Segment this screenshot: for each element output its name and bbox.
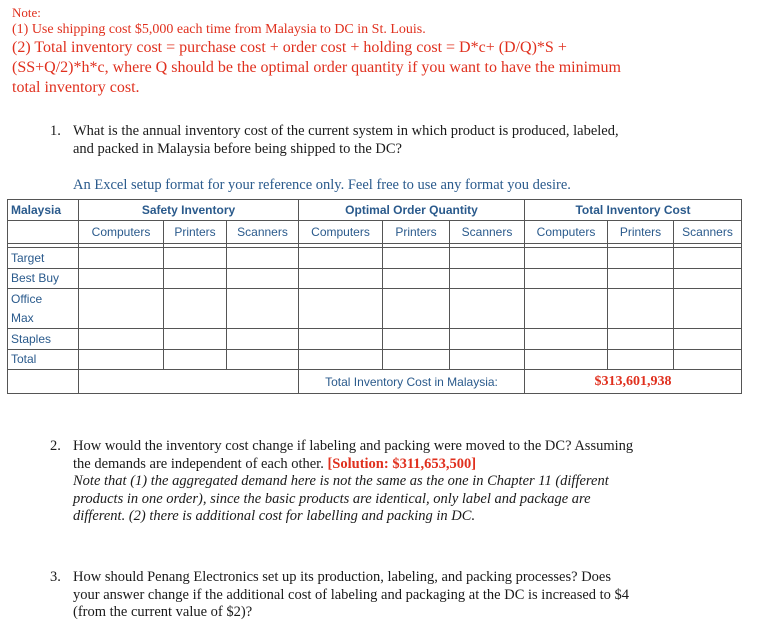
table-cell <box>674 329 742 350</box>
inventory-table <box>7 199 742 394</box>
table-cell <box>450 349 525 370</box>
question-3-line-3: (from the current value of $2)? <box>73 604 253 620</box>
question-3-number: 3. <box>50 569 61 585</box>
table-cell <box>674 268 742 289</box>
question-2-line-5: different. (2) there is additional cost for labelling and packing in DC. <box>73 508 476 524</box>
corner-header: Malaysia <box>8 200 79 221</box>
table-cell <box>608 248 674 269</box>
table-cell <box>227 268 299 289</box>
table-cell <box>227 248 299 269</box>
table-cell <box>525 349 608 370</box>
subheader-cell: Printers <box>608 221 674 244</box>
table-cell <box>79 289 164 329</box>
table-cell <box>227 349 299 370</box>
group-header-optimal: Optimal Order Quantity <box>299 200 525 221</box>
subheader-cell: Computers <box>525 221 608 244</box>
table-cell <box>164 349 227 370</box>
table-cell <box>79 370 299 394</box>
note-title: Note: <box>12 5 41 20</box>
question-1-line-1: What is the annual inventory cost of the current system in which product is produced, labeled, <box>73 123 619 139</box>
table-cell <box>383 349 450 370</box>
table-cell <box>383 268 450 289</box>
question-1-number: 1. <box>50 123 61 139</box>
question-2-line-3: Note that (1) the aggregated demand here is not the same as the one in Chapter 11 (different <box>73 473 609 489</box>
table-cell <box>79 329 164 350</box>
row-label-office: Office <box>8 289 79 309</box>
table-cell <box>227 289 299 329</box>
table-cell <box>608 329 674 350</box>
table-cell <box>299 289 383 329</box>
question-2 <box>50 438 740 526</box>
table-cell <box>525 248 608 269</box>
table-cell <box>525 268 608 289</box>
table-cell <box>525 329 608 350</box>
table-cell <box>299 349 383 370</box>
table-cell <box>79 248 164 269</box>
table-cell <box>299 248 383 269</box>
subheader-cell: Scanners <box>674 221 742 244</box>
table-row <box>8 268 742 289</box>
table-cell <box>450 289 525 329</box>
question-2-line-2-text: the demands are independent of each other. <box>73 455 324 472</box>
question-1-line-2: and packed in Malaysia before being shipped to the DC? <box>73 140 402 157</box>
table-cell <box>8 370 79 394</box>
total-cost-value: $313,601,938 <box>525 370 742 394</box>
row-label-target: Target <box>8 248 79 269</box>
subheader-cell: Scanners <box>450 221 525 244</box>
excel-format-note: An Excel setup format for your reference only. Feel free to use any format you desire. <box>73 177 571 193</box>
table-cell <box>383 329 450 350</box>
table-row <box>8 248 742 269</box>
row-label-staples: Staples <box>8 329 79 350</box>
table-cell <box>608 349 674 370</box>
total-cost-label: Total Inventory Cost in Malaysia: <box>299 370 525 394</box>
table-cell <box>674 248 742 269</box>
row-label-best-buy: Best Buy <box>8 268 79 289</box>
note-block <box>12 4 752 98</box>
table-cell <box>525 289 608 329</box>
table-cell <box>674 289 742 329</box>
subheader-cell: Printers <box>164 221 227 244</box>
table-cell <box>299 329 383 350</box>
table-cell <box>674 349 742 370</box>
table-cell <box>383 248 450 269</box>
subheader-cell: Computers <box>79 221 164 244</box>
table-row <box>8 329 742 350</box>
question-1 <box>50 123 740 158</box>
table-row <box>8 289 742 309</box>
table-cell <box>79 268 164 289</box>
question-3-line-2: your answer change if the additional cost of labeling and packaging at the DC is increased to $4 <box>73 586 630 603</box>
subheader-cell: Printers <box>383 221 450 244</box>
table-cell <box>450 329 525 350</box>
table-cell <box>164 329 227 350</box>
table-cell <box>299 268 383 289</box>
table-cell <box>227 329 299 350</box>
row-label-max: Max <box>8 309 79 329</box>
table-cell <box>164 248 227 269</box>
note-line-1: (1) Use shipping cost $5,000 each time from Malaysia to DC in St. Louis. <box>12 22 426 37</box>
table-row <box>8 349 742 370</box>
row-label-total: Total <box>8 349 79 370</box>
question-2-line-4: products in one order), since the basic products are identical, only label and package are <box>73 490 591 507</box>
note-line-4: total inventory cost. <box>12 79 140 96</box>
question-3-line-1: How should Penang Electronics set up its production, labeling, and packing processes? Does <box>73 569 611 585</box>
table-cell <box>450 248 525 269</box>
question-3 <box>50 569 740 622</box>
table-cell <box>450 268 525 289</box>
table-header-row <box>8 200 742 221</box>
question-2-number: 2. <box>50 438 61 454</box>
table-cell <box>164 289 227 329</box>
table-cell <box>608 268 674 289</box>
table-cell <box>8 221 79 244</box>
total-cost-row <box>8 370 742 394</box>
note-line-3: (SS+Q/2)*h*c, where Q should be the optimal order quantity if you want to have the minimum <box>12 59 621 76</box>
solution-text: [Solution: $311,653,500] <box>327 455 477 472</box>
table-cell <box>608 289 674 329</box>
group-header-total: Total Inventory Cost <box>525 200 742 221</box>
note-line-2: (2) Total inventory cost = purchase cost + order cost + holding cost = D*c+ (D/Q)*S + <box>12 39 567 56</box>
question-2-line-1: How would the inventory cost change if labeling and packing were moved to the DC? Assuming <box>73 438 634 454</box>
table-cell <box>164 268 227 289</box>
group-header-safety: Safety Inventory <box>79 200 299 221</box>
subheader-cell: Scanners <box>227 221 299 244</box>
subheader-cell: Computers <box>299 221 383 244</box>
table-subheader-row <box>8 221 742 244</box>
table-cell <box>79 349 164 370</box>
question-2-line-2 <box>73 456 740 474</box>
table-cell <box>383 289 450 329</box>
